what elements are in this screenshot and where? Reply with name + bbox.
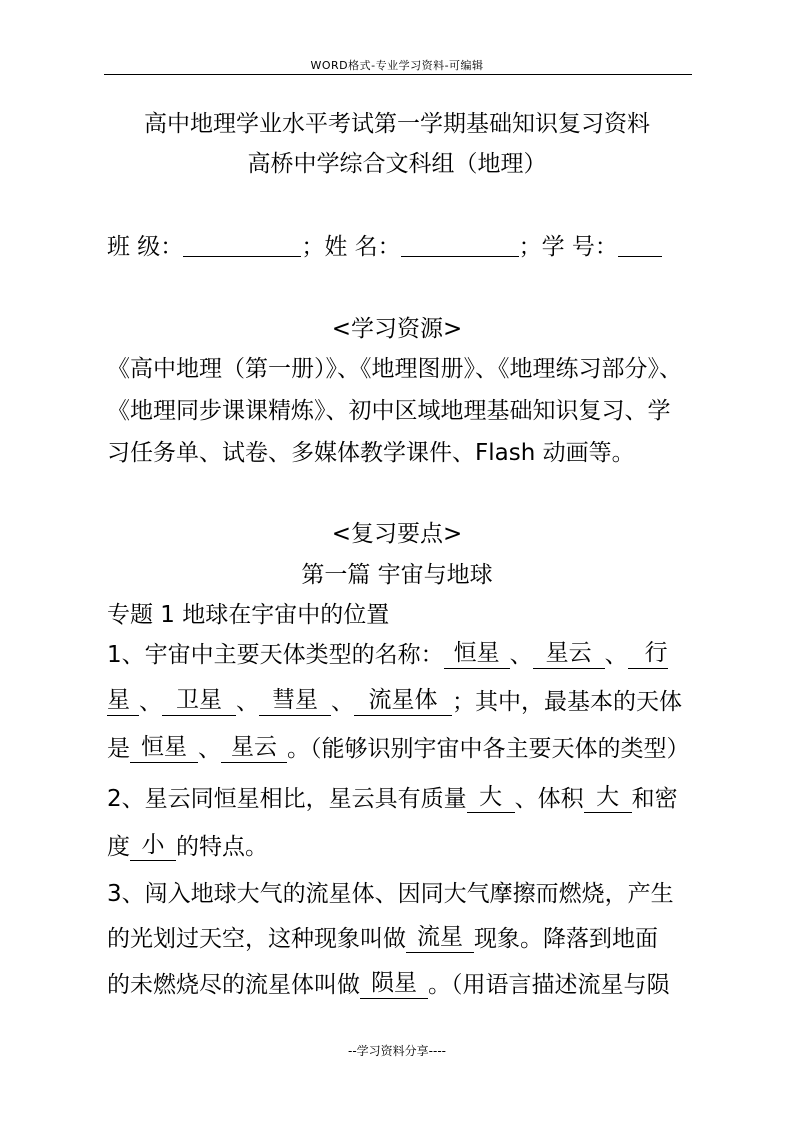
student-id-label: 学 号： xyxy=(541,234,618,260)
resources-line: 习任务单、试卷、多媒体教学课件、Flash 动画等。 xyxy=(107,440,635,466)
question-text: 。（能够识别宇宙中各主要天体的类型） xyxy=(287,736,690,762)
question-text: 。（用语言描述流星与陨 xyxy=(428,972,670,998)
resources-line: 《高中地理（第一册）》、《地理图册》、《地理练习部分》、 xyxy=(107,356,682,382)
page-footer: --学习资料分享---- xyxy=(348,1044,446,1058)
separator: ； xyxy=(518,234,542,260)
question-text: 、体积 xyxy=(514,786,584,812)
separator: ； xyxy=(301,234,325,260)
answer-blank: 大 xyxy=(584,782,632,813)
answer-blank: 陨星 xyxy=(360,968,428,999)
answer-blank: 小 xyxy=(130,830,176,861)
question-text: ；其中，最基本的天体 xyxy=(452,689,682,715)
resources-line: 《地理同步课课精炼》、初中区域地理基础知识复习、学 xyxy=(107,398,671,424)
punctuation: 、 xyxy=(236,689,259,715)
question-text: 的光划过天空，这种现象叫做 xyxy=(107,926,406,952)
question-text: 度 xyxy=(107,834,130,860)
question-1-line-2 xyxy=(107,683,682,716)
student-info-line xyxy=(107,228,662,261)
answer-blank: 恒星 xyxy=(444,638,510,669)
question-2-line-1 xyxy=(107,780,678,813)
question-text: 1、宇宙中主要天体类型的名称： xyxy=(107,642,444,668)
topic-title: 专题 1 地球在宇宙中的位置 xyxy=(107,602,390,628)
review-heading: <复习要点> xyxy=(331,521,463,547)
name-blank[interactable] xyxy=(401,232,519,257)
header-rule xyxy=(104,74,692,75)
question-1-line-3 xyxy=(107,730,690,763)
question-text: 的特点。 xyxy=(176,834,268,860)
punctuation: 、 xyxy=(331,689,354,715)
question-text: 2、星云同恒星相比，星云具有质量 xyxy=(107,786,467,812)
name-label: 姓 名： xyxy=(324,234,401,260)
answer-blank: 星云 xyxy=(221,732,287,763)
punctuation: 、 xyxy=(139,689,162,715)
question-text: 现象。降落到地面 xyxy=(474,926,658,952)
question-3-line-3 xyxy=(107,966,670,999)
question-text: 的未燃烧尽的流星体叫做 xyxy=(107,972,360,998)
question-2-line-2 xyxy=(107,828,268,861)
question-text: 是 xyxy=(107,736,130,762)
question-1-line-1 xyxy=(107,636,668,669)
punctuation: 、 xyxy=(604,642,628,668)
class-label: 班 级： xyxy=(107,234,184,260)
answer-blank: 彗星 xyxy=(259,685,331,716)
student-id-blank[interactable] xyxy=(618,232,662,257)
answer-blank: 卫星 xyxy=(162,685,236,716)
chapter-title: 第一篇 宇宙与地球 xyxy=(301,562,493,588)
page-header: WORD格式-专业学习资料-可编辑 xyxy=(310,59,484,72)
answer-blank: 行 xyxy=(628,638,668,669)
answer-blank: 流星 xyxy=(406,922,474,953)
document-title: 高中地理学业水平考试第一学期基础知识复习资料 xyxy=(144,111,650,137)
answer-blank: 恒星 xyxy=(130,732,198,763)
question-3-line-1: 3、闯入地球大气的流星体、因同大气摩擦而燃烧，产生 xyxy=(107,881,674,907)
resources-heading: <学习资源> xyxy=(331,316,463,342)
answer-blank: 流星体 xyxy=(354,685,452,716)
punctuation: 、 xyxy=(509,642,533,668)
punctuation: 、 xyxy=(198,736,221,762)
answer-blank: 星云 xyxy=(533,638,605,669)
answer-blank: 大 xyxy=(467,782,515,813)
class-blank[interactable] xyxy=(183,232,301,257)
document-subtitle: 高桥中学综合文科组（地理） xyxy=(247,151,547,177)
question-text: 和密 xyxy=(631,786,678,812)
question-3-line-2 xyxy=(107,920,658,953)
answer-blank: 星 xyxy=(107,685,139,716)
